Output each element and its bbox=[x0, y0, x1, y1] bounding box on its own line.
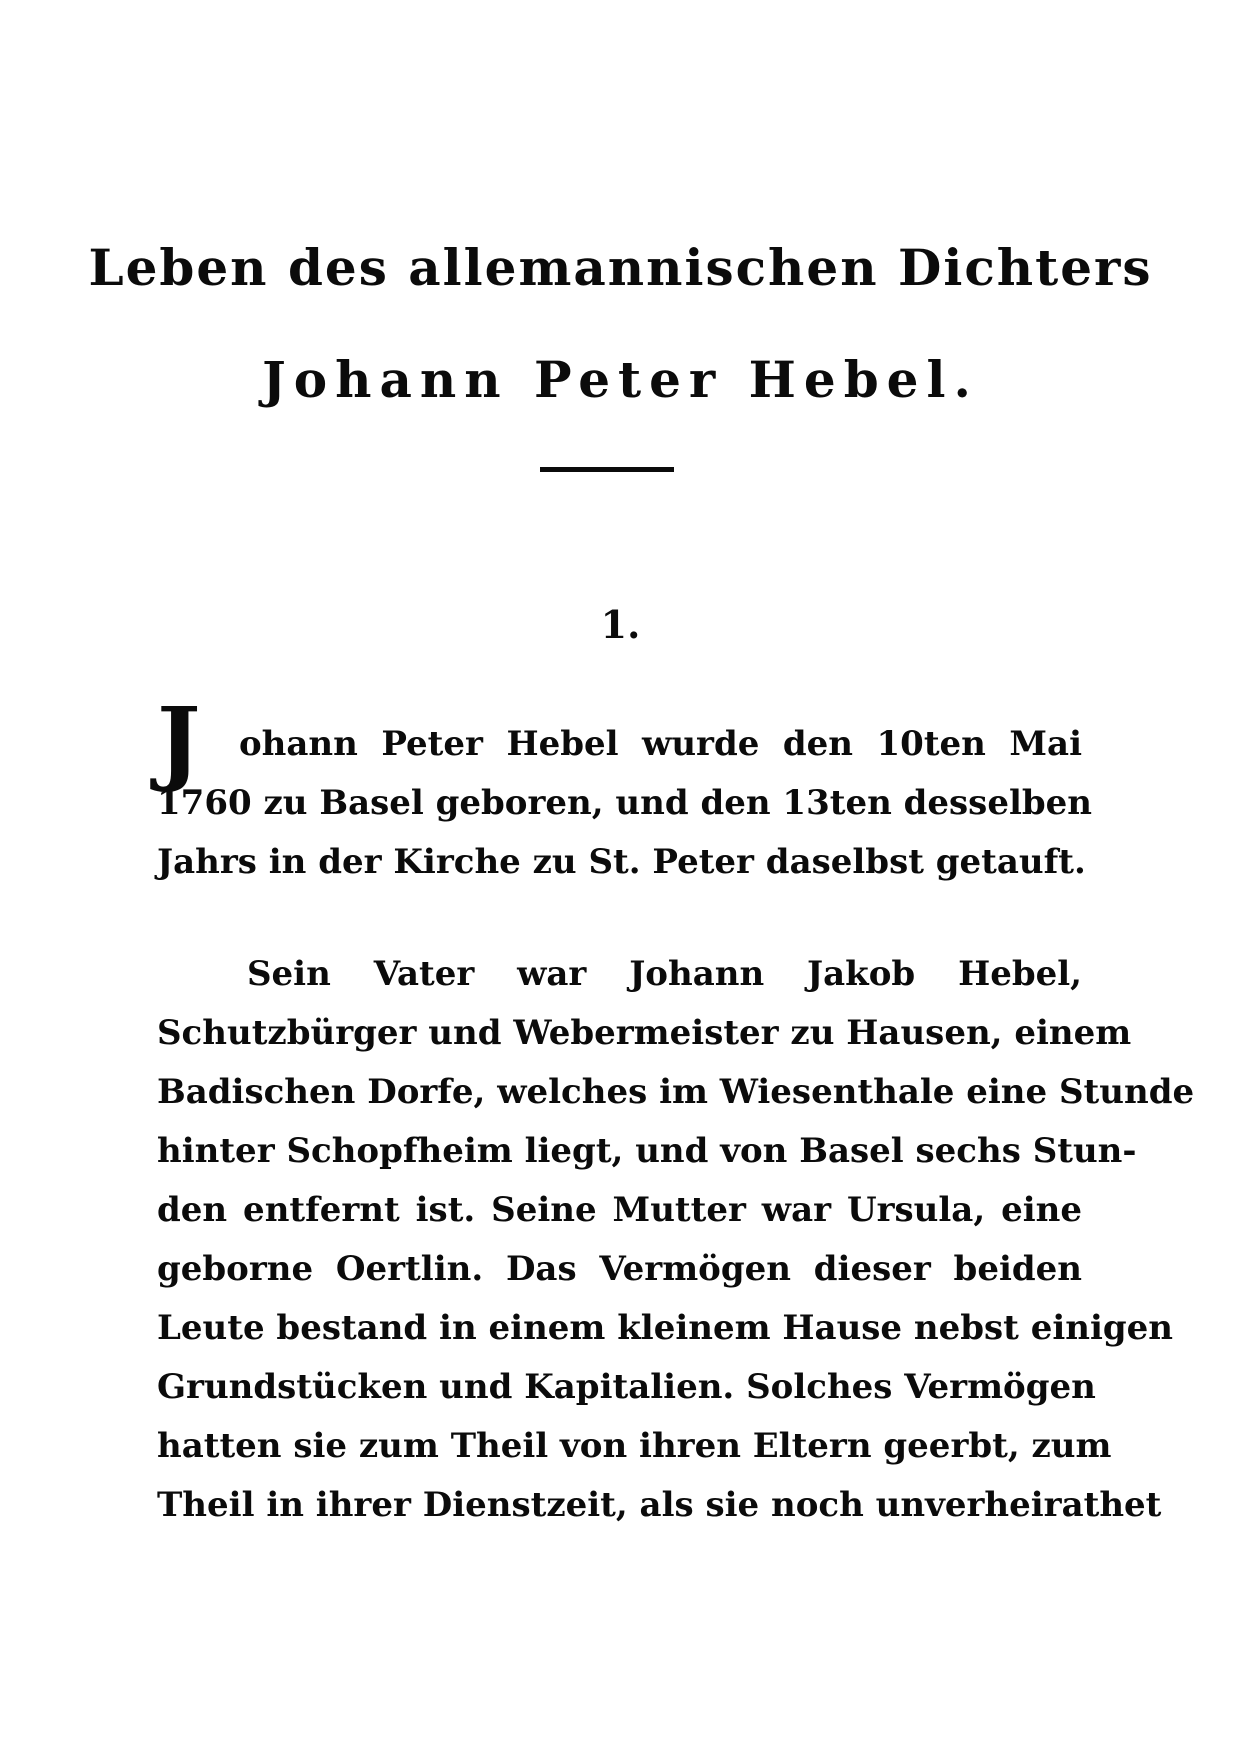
paragraph-2-line: Grundstücken und Kapitalien. Solches Vermögen bbox=[157, 1367, 1096, 1407]
title-line-1: Leben des allemannischen Dichters bbox=[88, 238, 1153, 297]
section-number: 1. bbox=[600, 602, 641, 647]
paragraph-2-line: Sein Vater war Johann Jakob Hebel, bbox=[247, 954, 1082, 994]
paragraph-1-line: Jahrs in der Kirche zu St. Peter daselbst getauft. bbox=[157, 842, 1086, 882]
title-line-2: Johann Peter Hebel. bbox=[262, 350, 979, 409]
paragraph-2-line: geborne Oertlin. Das Vermögen dieser beiden bbox=[157, 1249, 1082, 1289]
title-divider-rule bbox=[540, 467, 674, 472]
paragraph-2-line: Leute bestand in einem kleinem Hause nebst einigen bbox=[157, 1308, 1174, 1348]
drop-cap: J bbox=[157, 687, 201, 795]
paragraph-2-line: hatten sie zum Theil von ihren Eltern geerbt, zum bbox=[157, 1426, 1112, 1466]
paragraph-2-line: Schutzbürger und Webermeister zu Hausen, einem bbox=[157, 1013, 1132, 1053]
paragraph-2 bbox=[157, 945, 1195, 1535]
paragraph-1 bbox=[157, 715, 1092, 892]
paragraph-2-line: Badischen Dorfe, welches im Wiesenthale eine Stunde bbox=[157, 1072, 1195, 1112]
paragraph-2-line: den entfernt ist. Seine Mutter war Ursula, eine bbox=[157, 1190, 1082, 1230]
paragraph-2-line: hinter Schopfheim liegt, und von Basel sechs Stun- bbox=[157, 1131, 1137, 1171]
paragraph-1-line: 1760 zu Basel geboren, und den 13ten desselben bbox=[157, 783, 1092, 823]
paragraph-2-line: Theil in ihrer Dienstzeit, als sie noch unverheirathet bbox=[157, 1485, 1162, 1525]
paragraph-1-line: ohann Peter Hebel wurde den 10ten Mai bbox=[239, 724, 1082, 764]
